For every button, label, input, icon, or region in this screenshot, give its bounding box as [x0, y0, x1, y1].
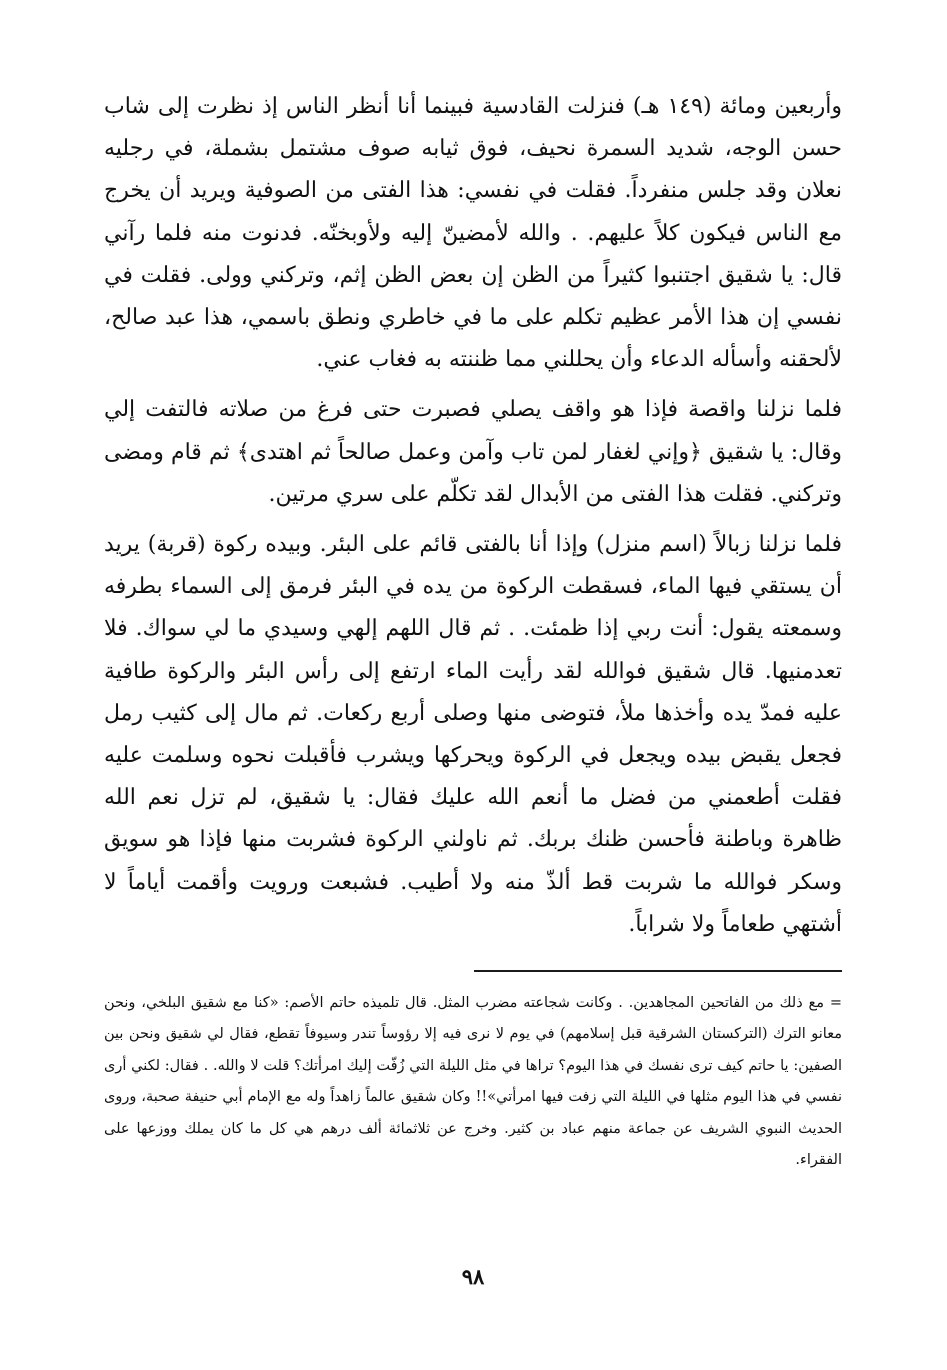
footnote: = مع ذلك من الفاتحين المجاهدين. . وكانت شجاعته مضرب المثل. قال تلميذه حاتم الأصم: «كنا مع شقيق البلخي، ونحن معانو الترك (التركستان الشرقية قبل إسلامهم) في يوم لا نرى فيه إلا رؤوساً تندر وسيوفاً تقطع، فقال لي شقيق ونحن بين الصفين: يا حاتم كيف ترى نفسك في هذا اليوم؟ تراها في مثل الليلة التي زُفّت إليك امرأتك؟ قلت لا والله. . فقال: لكني أرى نفسي في هذا اليوم مثلها في الليلة التي زفت فيها امرأتي»!! وكان شقيق عالماً زاهداً وله مع الإمام أبي حنيفة صحبة، وروى الحديث النبوي الشريف عن جماعة منهم عباد بن كثير. وخرج عن ثلاثمائة ألف درهم هي كل ما كان يملك ووزعها على الفقراء.: [104, 995, 842, 1169]
book-page: [104, 86, 842, 1289]
paragraph-1: وأربعين ومائة (١٤٩ هـ) فنزلت القادسية فبينما أنا أنظر الناس إذ نظرت إلى شاب حسن الوجه، شديد السمرة نحيف، فوق ثيابه صوف مشتمل بشملة، في رجليه نعلان وقد جلس منفرداً. فقلت في نفسي: هذا الفتى من الصوفية ويريد أن يخرج مع الناس فيكون كلاً عليهم. . والله لأمضينّ إليه ولأوبخنّه. فدنوت منه فلما رآني قال: يا شقيق اجتنبوا كثيراً من الظن إن بعض الظن إثم، وتركني وولى. فقلت في نفسي إن هذا الأمر عظيم تكلم على ما في خاطري ونطق باسمي، هذا عبد صالح، لألحقنه وأسأله الدعاء وأن يحللني مما ظننته به فغاب عني.: [104, 94, 842, 373]
page-number: ٩٨: [461, 1264, 485, 1289]
main-text: [104, 86, 842, 946]
footnote-divider: [474, 970, 842, 972]
paragraph-2: فلما نزلنا واقصة فإذا هو واقف يصلي فصبرت حتى فرغ من صلاته فالتفت إلي وقال: يا شقيق ﴿وإني لغفار لمن تاب وآمن وعمل صالحاً ثم اهتدى﴾ ثم قام ومضى وتركني. فقلت هذا الفتى من الأبدال لقد تكلّم على سري مرتين.: [104, 397, 842, 507]
paragraph-3: فلما نزلنا زبالاً (اسم منزل) وإذا أنا بالفتى قائم على البئر. وبيده ركوة (قربة) يريد أن يستقي فيها الماء، فسقطت الركوة من يده في البئر فرمق إلى السماء بطرفه وسمعته يقول: أنت ربي إذا ظمئت. . ثم قال اللهم إلهي وسيدي ما لي سواك. فلا تعدمنيها. قال شقيق فوالله لقد رأيت الماء ارتفع إلى رأس البئر والركوة طافية عليه فمدّ يده وأخذها ملأ، فتوضى منها وصلى أربع ركعات. ثم مال إلى كثيب رمل فجعل يقبض بيده ويجعل في الركوة ويحركها ويشرب فأقبلت نحوه وسلمت عليه فقلت أطعمني من فضل ما أنعم الله عليك فقال: يا شقيق، لم تزل نعم الله ظاهرة وباطنة فأحسن ظنك بربك. ثم ناولني الركوة فشربت منها فإذا هو سويق وسكر فوالله ما شربت قط ألذّ منه ولا أطيب. فشبعت ورويت وأقمت أياماً لا أشتهي طعاماً ولا شراباً.: [104, 532, 842, 937]
